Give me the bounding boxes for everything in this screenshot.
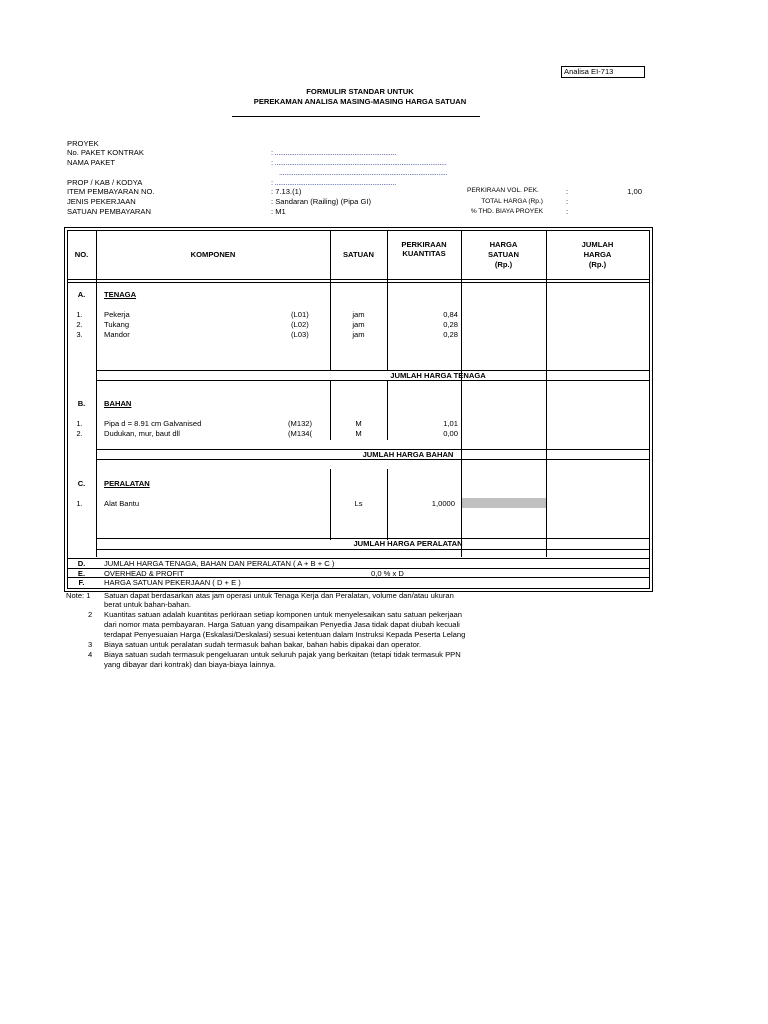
row-component-name: Dudukan, mur, baut dll xyxy=(104,429,180,438)
total-harga-colon: : xyxy=(566,197,569,206)
section-title: PERALATAN xyxy=(104,479,150,488)
satuan-pembayaran-label: SATUAN PEMBAYARAN xyxy=(67,207,151,216)
total-harga-label: TOTAL HARGA (Rp.) xyxy=(481,198,543,205)
header-jumlah-line1: JUMLAH xyxy=(581,240,614,249)
notes-label: Note: 1 xyxy=(66,591,91,600)
row-unit: Ls xyxy=(354,499,363,508)
row-no: 2. xyxy=(76,320,83,329)
note-line: Kuantitas satuan adalah kuantitas perkiraan setiap komponen untuk menyelesaikan satu satuan pekerjaan xyxy=(104,610,462,619)
summary-letter: D. xyxy=(77,559,86,568)
row-no: 1. xyxy=(76,499,83,508)
persen-biaya-label: % THD. BIAYA PROYEK xyxy=(470,208,543,215)
prop-value: : ................................................................... xyxy=(271,178,396,187)
row-component-code: (M132) xyxy=(288,419,313,428)
overhead-percentage: 0,0 % x D xyxy=(371,569,404,578)
header-harga-line1: HARGA xyxy=(489,240,518,249)
row-unit: M xyxy=(355,419,362,428)
nama-paket-label: NAMA PAKET xyxy=(67,158,115,167)
section-title: TENAGA xyxy=(104,290,137,299)
item-pembayaran-label: ITEM PEMBAYARAN NO. xyxy=(67,187,155,196)
row-quantity: 0,28 xyxy=(443,320,458,329)
row-component-name: Mandor xyxy=(104,330,130,339)
row-quantity: 0,00 xyxy=(443,429,458,438)
row-no: 1. xyxy=(76,310,83,319)
item-pembayaran-value: : 7.13.(1) xyxy=(271,187,302,196)
analysis-table-inner-border xyxy=(67,230,650,589)
header-harga-line3: (Rp.) xyxy=(494,260,513,269)
header-satuan: SATUAN xyxy=(342,250,375,259)
header-perkiraan-line2: KUANTITAS xyxy=(402,249,446,258)
row-component-code: (L01) xyxy=(291,310,309,319)
summary-letter: F. xyxy=(78,578,85,587)
row-unit: jam xyxy=(352,310,365,319)
header-jumlah-line3: (Rp.) xyxy=(588,260,607,269)
header-harga-line2: SATUAN xyxy=(487,250,520,259)
row-no: 1. xyxy=(76,419,83,428)
prop-label: PROP / KAB / KODYA xyxy=(67,178,143,187)
header-jumlah-line2: HARGA xyxy=(583,250,612,259)
row-component-name: Tukang xyxy=(104,320,130,329)
perkiraan-vol-label: PERKIRAAN VOL. PEK. xyxy=(467,187,539,194)
persen-biaya-colon: : xyxy=(566,207,569,216)
paket-kontrak-value: : ................................................................... xyxy=(271,148,396,157)
row-unit: jam xyxy=(352,320,365,329)
row-component-code: (L03) xyxy=(291,330,309,339)
note-line: terdapat Penyesuaian Harga (Eskalasi/Deskalasi) sesuai ketentuan dalam Instruksi Kepada Peserta Lelang xyxy=(104,630,466,639)
row-quantity: 0,84 xyxy=(443,310,458,319)
row-unit: M xyxy=(355,429,362,438)
summary-text: JUMLAH HARGA TENAGA, BAHAN DAN PERALATAN ( A + B + C ) xyxy=(104,559,335,568)
row-component-code: (L02) xyxy=(291,320,309,329)
header-perkiraan-line1: PERKIRAAN xyxy=(401,240,447,249)
nama-paket-value-line2: ............................................................................................. xyxy=(279,168,448,177)
summary-text: OVERHEAD & PROFIT xyxy=(104,569,184,578)
section-letter: C. xyxy=(77,479,86,488)
perkiraan-vol-value: 1,00 xyxy=(627,187,642,196)
highlighted-cell xyxy=(462,498,546,508)
section-letter: B. xyxy=(77,399,86,408)
note-line: Satuan dapat berdasarkan atas jam operasi untuk Tenaga Kerja dan Peralatan, volume dan/atau ukuran xyxy=(104,591,454,600)
section-title: BAHAN xyxy=(104,399,132,408)
satuan-pembayaran-value: : M1 xyxy=(271,207,286,216)
paket-kontrak-label: No. PAKET KONTRAK xyxy=(67,148,144,157)
note-line: Biaya satuan untuk peralatan sudah termasuk bahan bakar, bahan habis dipakai dan operator. xyxy=(104,640,422,649)
note-line: Biaya satuan sudah termasuk pengeluaran untuk seluruh pajak yang berkaitan (tetapi tidak termasuk PPN xyxy=(104,650,461,659)
form-reference-code: Analisa EI-713 xyxy=(561,66,645,78)
row-component-name: Alat Bantu xyxy=(104,499,140,508)
title-underline xyxy=(232,116,480,117)
note-number: 4 xyxy=(88,650,93,659)
subtotal-label: JUMLAH HARGA TENAGA xyxy=(390,371,486,380)
nama-paket-value: : ............................................................................................... xyxy=(271,158,447,167)
section-letter: A. xyxy=(77,290,86,299)
summary-letter: E. xyxy=(77,569,86,578)
note-number: 3 xyxy=(88,640,93,649)
row-no: 3. xyxy=(76,330,83,339)
row-quantity: 1,0000 xyxy=(431,499,455,508)
header-no: NO. xyxy=(74,250,89,259)
note-line: yang dibayar dari kontrak) dan biaya-biaya lainnya. xyxy=(104,660,276,669)
row-component-name: Pipa d = 8.91 cm Galvanised xyxy=(104,419,202,428)
jenis-pekerjaan-value: : Sandaran (Railing) (Pipa GI) xyxy=(271,197,372,206)
header-komponen: KOMPONEN xyxy=(190,250,236,259)
form-title-line1: FORMULIR STANDAR UNTUK xyxy=(306,87,414,96)
subtotal-label: JUMLAH HARGA BAHAN xyxy=(362,450,454,459)
row-unit: jam xyxy=(352,330,365,339)
perkiraan-vol-colon: : xyxy=(566,187,569,196)
row-quantity: 1,01 xyxy=(443,419,458,428)
note-number: 2 xyxy=(88,610,93,619)
row-component-code: (M134( xyxy=(288,429,313,438)
jenis-pekerjaan-label: JENIS PEKERJAAN xyxy=(67,197,136,206)
summary-text: HARGA SATUAN PEKERJAAN ( D + E ) xyxy=(104,578,241,587)
form-title-line2: PEREKAMAN ANALISA MASING-MASING HARGA SATUAN xyxy=(253,97,467,106)
subtotal-label: JUMLAH HARGA PERALATAN xyxy=(353,539,463,548)
note-line: dari nomor mata pembayaran. Harga Satuan yang disampaikan Penyedia Jasa tidak dapat diubah kecuali xyxy=(104,620,460,629)
note-line: berat untuk bahan-bahan. xyxy=(104,600,191,609)
row-quantity: 0,28 xyxy=(443,330,458,339)
row-no: 2. xyxy=(76,429,83,438)
proyek-label: PROYEK xyxy=(67,139,99,148)
row-component-name: Pekerja xyxy=(104,310,130,319)
